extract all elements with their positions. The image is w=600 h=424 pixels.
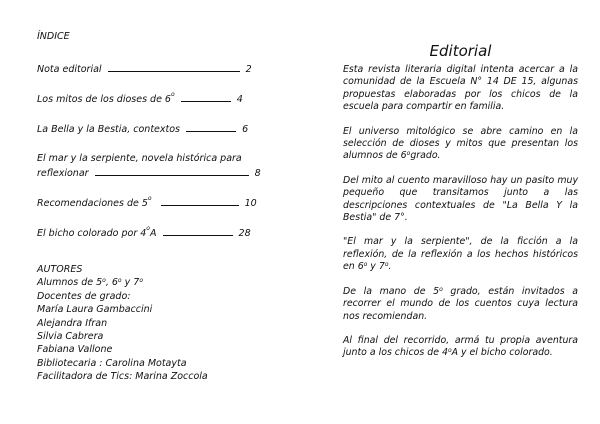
editorial-paragraph: Esta revista literaria digital intenta acercar a la comunidad de la Escuela N° 14 DE 15, algunas propuestas elaboradas por los chicos de la escuela para compartir en familia. bbox=[343, 64, 578, 113]
editorial-body bbox=[343, 64, 578, 360]
toc-item-label-post: A bbox=[149, 228, 157, 239]
teacher-name: Alejandra Ifran bbox=[37, 317, 108, 329]
toc-item-sup: o bbox=[147, 195, 152, 202]
toc-item-red-bug bbox=[37, 227, 251, 239]
teacher-name: Fabiana Vallone bbox=[37, 344, 113, 356]
toc-item-label: Los mitos de los dioses de 6 bbox=[37, 94, 171, 105]
authors-heading: AUTORES bbox=[37, 264, 83, 275]
editorial-paragraph: De la mano de 5$^o$ grado, están invitados a recorrer el mundo de los cuentos cuya lectura nos recomiendan. bbox=[343, 285, 579, 322]
toc-item-label-2: reflexionar bbox=[37, 168, 89, 179]
toc-item-page: 28 bbox=[238, 228, 251, 239]
toc-item-label: Recomendaciones de 5 bbox=[37, 198, 148, 209]
teacher-name: Silvia Cabrera bbox=[37, 331, 104, 343]
toc-item-page: 6 bbox=[242, 124, 249, 135]
editorial-paragraph: Al final del recorrido, armá tu propia aventura junto a los chicos de 4$^o$A y el bicho colorado. bbox=[343, 334, 578, 359]
authors-ict: Facilitadora de Tics: Marina Zoccola bbox=[37, 371, 208, 383]
toc-item-beauty bbox=[37, 123, 248, 135]
teacher-name: María Laura Gambaccini bbox=[37, 304, 153, 316]
toc-item-label: Nota editorial bbox=[37, 64, 102, 75]
authors-teachers-label: Docentes de grado: bbox=[37, 290, 131, 302]
authors-students: Alumnos de 5$^o$, 6$^o$ y 7$^o$ bbox=[37, 277, 143, 289]
toc-item-label: El bicho colorado por 4 bbox=[37, 228, 147, 239]
toc-item-page: 10 bbox=[244, 198, 257, 209]
authors-librarian: Bibliotecaria : Carolina Motayta bbox=[37, 357, 187, 369]
editorial-paragraph: El universo mitológico se abre camino en la selección de dioses y mitos que presentan los alumnos de 6$^o$grado. bbox=[343, 125, 578, 162]
toc-item-sup: o bbox=[170, 91, 175, 98]
editorial-paragraph: "El mar y la serpiente", de la ficción a la reflexión, de la reflexión a los hechos históricos en 6$^o$ y 7$^o$. bbox=[343, 236, 578, 273]
toc-item-editorial bbox=[37, 63, 252, 75]
editorial-paragraph: Del mito al cuento maravilloso hay un pasito muy pequeño que transitamos junto a las descripciones contextuales de "La Bella Y la Bestia" de 7°. bbox=[343, 174, 578, 224]
toc-item-page: 8 bbox=[254, 168, 261, 179]
toc-item-myths bbox=[37, 93, 243, 105]
toc-item-label: El mar y la serpiente, novela histórica para bbox=[37, 153, 242, 164]
editorial-title: Editorial bbox=[429, 42, 492, 60]
toc-title: ÍNDICE bbox=[37, 31, 70, 42]
toc-item-label: La Bella y la Bestia, contextos bbox=[37, 124, 181, 135]
toc-item-recommendations bbox=[37, 197, 257, 209]
toc-item-page: 4 bbox=[236, 94, 243, 105]
toc-item-page: 2 bbox=[245, 64, 252, 75]
toc-item-sup: o bbox=[146, 225, 150, 232]
authors-section bbox=[37, 263, 208, 384]
toc-item-sea-serpent bbox=[37, 153, 261, 179]
